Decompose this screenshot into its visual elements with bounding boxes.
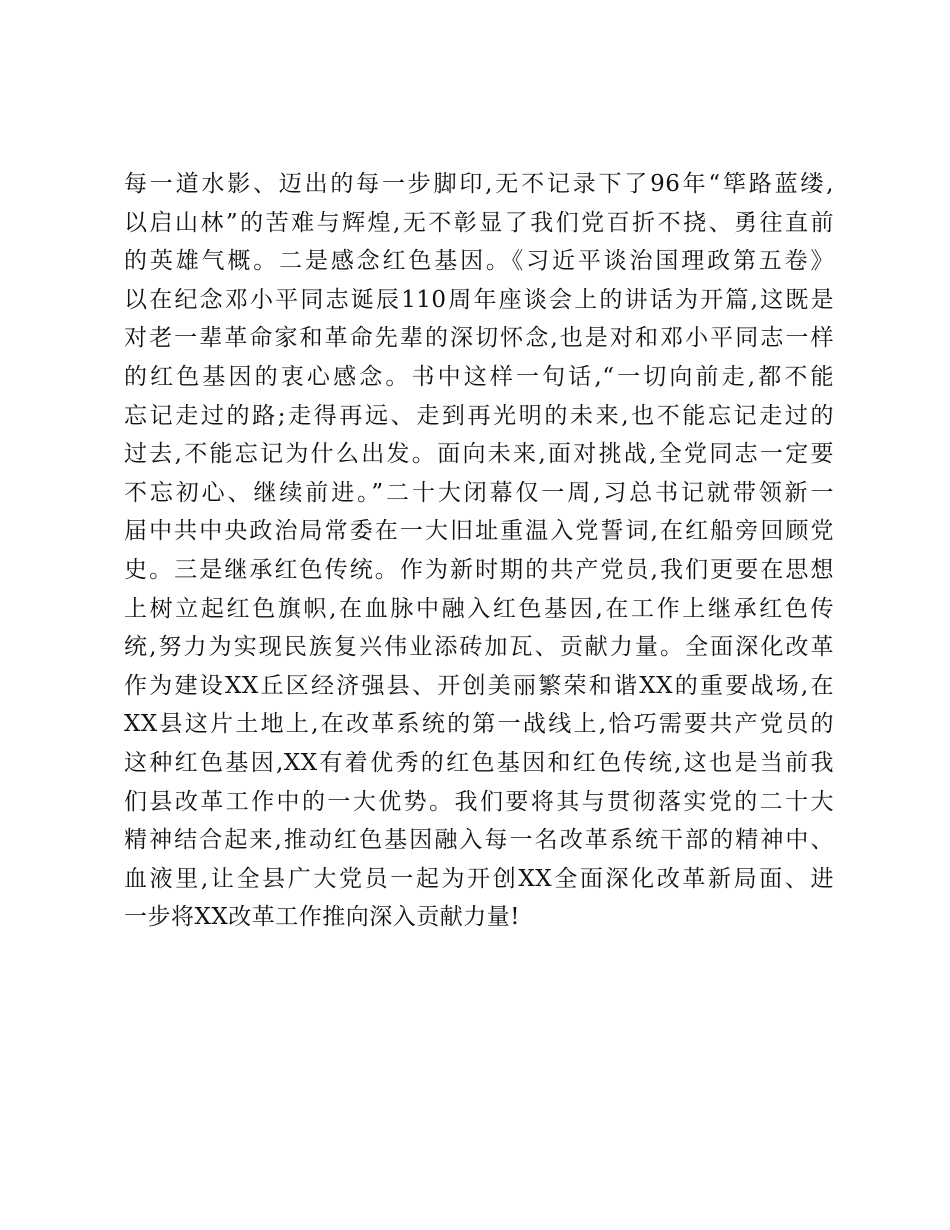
text-line: 过去,不能忘记为什么出发。面向未来,面对挑战,全党同志一定要 <box>124 441 834 468</box>
text-line: 作为建设XX丘区经济强县、开创美丽繁荣和谐XX的重要战场,在 <box>124 672 834 699</box>
text-line: 这种红色基因,XX有着优秀的红色基因和红色传统,这也是当前我 <box>124 749 834 776</box>
text-line: 们县改革工作中的一大优势。我们要将其与贯彻落实党的二十大 <box>124 788 834 815</box>
body-paragraph <box>124 165 834 937</box>
text-line: 精神结合起来,推动红色基因融入每一名改革系统干部的精神中、 <box>124 827 834 854</box>
text-line: XX县这片土地上,在改革系统的第一战线上,恰巧需要共产党员的 <box>124 711 834 738</box>
text-line: 以在纪念邓小平同志诞辰110周年座谈会上的讲话为开篇,这既是 <box>124 286 834 313</box>
text-line: 上树立起红色旗帜,在血脉中融入红色基因,在工作上继承红色传 <box>124 595 834 622</box>
text-line: 不忘初心、继续前进。”二十大闭幕仅一周,习总书记就带领新一 <box>124 479 834 506</box>
text-line: 每一道水影、迈出的每一步脚印,无不记录下了96年“筚路蓝缕, <box>124 171 834 197</box>
text-line-last: 一步将XX改革工作推向深入贡献力量! <box>124 904 520 931</box>
text-line: 血液里,让全县广大党员一起为开创XX全面深化改革新局面、进 <box>124 865 834 892</box>
text-line: 届中共中央政治局常委在一大旧址重温入党誓词,在红船旁回顾党 <box>124 518 834 545</box>
text-line: 的红色基因的衷心感念。书中这样一句话,“一切向前走,都不能 <box>124 363 834 390</box>
text-line: 的英雄气概。二是感念红色基因。《习近平谈治国理政第五卷》 <box>124 248 834 275</box>
text-line: 忘记走过的路;走得再远、走到再光明的未来,也不能忘记走过的 <box>124 402 834 429</box>
text-line: 对老一辈革命家和革命先辈的深切怀念,也是对和邓小平同志一样 <box>124 325 834 352</box>
text-line: 史。三是继承红色传统。作为新时期的共产党员,我们更要在思想 <box>124 556 834 583</box>
text-line: 统,努力为实现民族复兴伟业添砖加瓦、贡献力量。全面深化改革 <box>124 634 834 661</box>
text-line: 以启山林”的苦难与辉煌,无不彰显了我们党百折不挠、勇往直前 <box>124 209 834 236</box>
